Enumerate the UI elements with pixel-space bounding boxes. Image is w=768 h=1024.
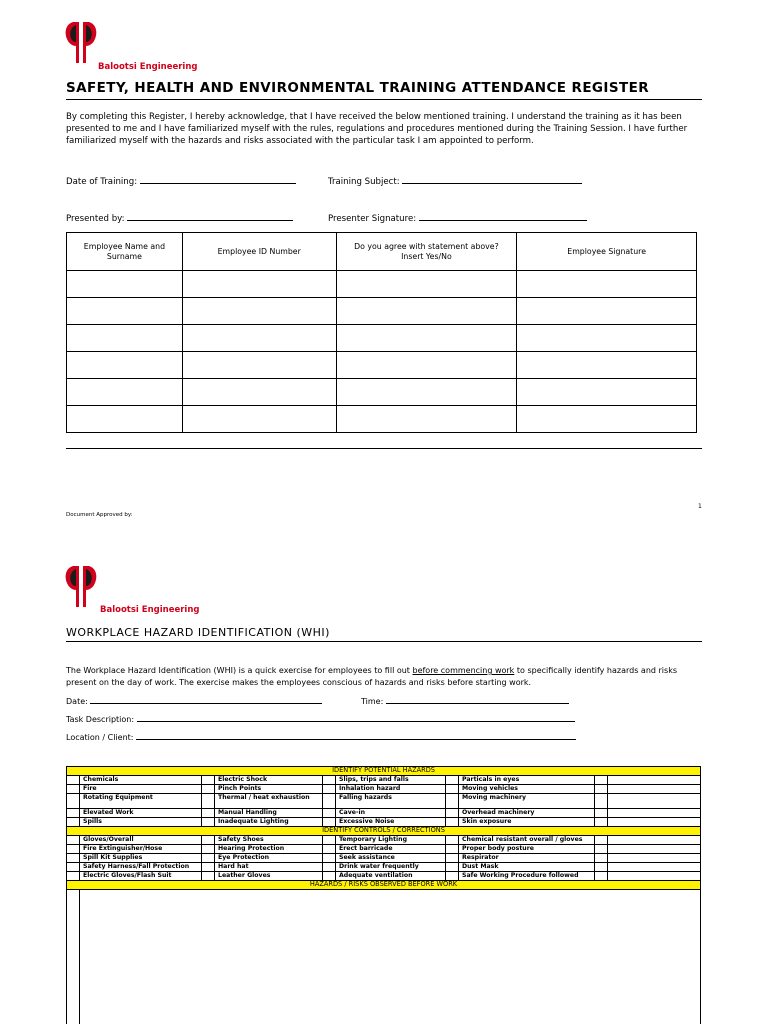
hazard-item: Moving vehicles bbox=[459, 785, 595, 794]
checkbox-cell[interactable] bbox=[446, 776, 459, 785]
checkbox-cell[interactable] bbox=[595, 776, 608, 785]
checkbox-cell[interactable] bbox=[446, 845, 459, 854]
control-item: Adequate ventilation bbox=[336, 872, 446, 881]
checkbox-cell[interactable] bbox=[67, 809, 80, 818]
checkbox-cell[interactable] bbox=[67, 854, 80, 863]
table-row bbox=[67, 406, 697, 433]
footer-divider bbox=[66, 448, 702, 449]
table-row bbox=[67, 872, 701, 881]
task-description-field[interactable] bbox=[66, 713, 575, 724]
checkbox-cell[interactable] bbox=[323, 863, 336, 872]
checkbox-cell[interactable] bbox=[323, 809, 336, 818]
checkbox-cell[interactable] bbox=[67, 776, 80, 785]
observed-header-row bbox=[67, 881, 701, 890]
checkbox-cell[interactable] bbox=[202, 809, 215, 818]
checkbox-cell[interactable] bbox=[595, 854, 608, 863]
register-intro: By completing this Register, I hereby acknowledge, that I have received the below mentioned training. I understand the training as it has been presented to me and I have familiarized myself with the rules, regulations and procedures mentioned during the Training Session. I have further familiarized myself with the hazards and risks associated with the particular task I am appointed to perform. bbox=[66, 112, 688, 147]
hazard-item: Rotating Equipment bbox=[80, 794, 202, 809]
checkbox-cell[interactable] bbox=[202, 845, 215, 854]
hazard-item: Inadequate Lighting bbox=[215, 818, 323, 827]
checkbox-cell[interactable] bbox=[595, 794, 608, 809]
table-cell[interactable] bbox=[336, 379, 517, 406]
table-cell[interactable] bbox=[517, 298, 697, 325]
hazard-item: Overhead machinery bbox=[459, 809, 595, 818]
checkbox-cell[interactable] bbox=[323, 794, 336, 809]
checkbox-cell[interactable] bbox=[202, 776, 215, 785]
control-item: Respirator bbox=[459, 854, 595, 863]
hazards-header-row bbox=[67, 767, 701, 776]
checkbox-cell[interactable] bbox=[446, 872, 459, 881]
company-logo bbox=[64, 20, 98, 64]
checkbox-cell[interactable] bbox=[323, 785, 336, 794]
table-cell[interactable] bbox=[336, 406, 517, 433]
col-employee-name: Employee Name and Surname bbox=[67, 233, 183, 271]
table-row bbox=[67, 352, 697, 379]
control-item: Hard hat bbox=[215, 863, 323, 872]
checkbox-cell[interactable] bbox=[202, 794, 215, 809]
table-row bbox=[67, 776, 701, 785]
whi-intro-emphasis: before commencing work bbox=[412, 666, 515, 675]
table-cell[interactable] bbox=[336, 298, 517, 325]
whi-table bbox=[66, 766, 701, 1024]
document-approved-label: Document Approved by: bbox=[66, 512, 133, 518]
col-employee-signature: Employee Signature bbox=[517, 233, 697, 271]
checkbox-cell[interactable] bbox=[595, 872, 608, 881]
training-subject-label: Training Subject: bbox=[328, 177, 400, 187]
checkbox-cell[interactable] bbox=[202, 785, 215, 794]
hazard-item: Electric Shock bbox=[215, 776, 323, 785]
table-row bbox=[67, 298, 697, 325]
checkbox-cell[interactable] bbox=[446, 818, 459, 827]
notes-cell[interactable] bbox=[608, 818, 701, 827]
control-item: Proper body posture bbox=[459, 845, 595, 854]
table-cell[interactable] bbox=[517, 406, 697, 433]
col-agree: Do you agree with statement above? Insert Yes/No bbox=[336, 233, 517, 271]
table-row bbox=[67, 271, 697, 298]
presented-by-field[interactable] bbox=[66, 212, 293, 224]
attendance-header-row bbox=[67, 233, 697, 271]
hazard-item: Inhalation hazard bbox=[336, 785, 446, 794]
notes-cell[interactable] bbox=[608, 836, 701, 845]
hazard-item: Thermal / heat exhaustion bbox=[215, 794, 323, 809]
control-item: Drink water frequently bbox=[336, 863, 446, 872]
table-cell[interactable] bbox=[182, 298, 336, 325]
notes-cell[interactable] bbox=[608, 776, 701, 785]
checkbox-cell[interactable] bbox=[595, 785, 608, 794]
notes-cell[interactable] bbox=[608, 785, 701, 794]
table-cell[interactable] bbox=[182, 271, 336, 298]
notes-cell[interactable] bbox=[608, 872, 701, 881]
control-item: Fire Extinguisher/Hose bbox=[80, 845, 202, 854]
checkbox-cell[interactable] bbox=[595, 836, 608, 845]
control-item: Dust Mask bbox=[459, 863, 595, 872]
checkbox-cell[interactable] bbox=[595, 818, 608, 827]
hazard-item: Spills bbox=[80, 818, 202, 827]
attendance-table bbox=[66, 232, 697, 433]
page-number: 1 bbox=[698, 503, 702, 510]
whi-date-field[interactable] bbox=[66, 695, 322, 706]
table-cell[interactable] bbox=[182, 352, 336, 379]
notes-cell[interactable] bbox=[608, 854, 701, 863]
checkbox-cell[interactable] bbox=[202, 836, 215, 845]
checkbox-cell[interactable] bbox=[67, 863, 80, 872]
control-item: Chemical resistant overall / gloves bbox=[459, 836, 595, 845]
table-cell[interactable] bbox=[336, 271, 517, 298]
control-item: Safe Working Procedure followed bbox=[459, 872, 595, 881]
checkbox-cell[interactable] bbox=[323, 872, 336, 881]
observed-row bbox=[67, 890, 701, 1024]
hazard-item: Cave-in bbox=[336, 809, 446, 818]
location-client-label: Location / Client: bbox=[66, 733, 134, 742]
observed-margin-cell bbox=[67, 890, 80, 1024]
checkbox-cell[interactable] bbox=[323, 854, 336, 863]
checkbox-cell[interactable] bbox=[446, 785, 459, 794]
table-cell[interactable] bbox=[67, 352, 183, 379]
observed-header: HAZARDS / RISKS OBSERVED BEFORE WORK bbox=[67, 881, 701, 890]
control-item: Eye Protection bbox=[215, 854, 323, 863]
control-item: Leather Gloves bbox=[215, 872, 323, 881]
table-cell[interactable] bbox=[182, 325, 336, 352]
table-cell[interactable] bbox=[336, 352, 517, 379]
checkbox-cell[interactable] bbox=[446, 836, 459, 845]
table-row bbox=[67, 809, 701, 818]
checkbox-cell[interactable] bbox=[446, 863, 459, 872]
control-item: Gloves/Overall bbox=[80, 836, 202, 845]
table-row bbox=[67, 836, 701, 845]
whi-intro-text: The Workplace Hazard Identification (WHI) is a quick exercise for employees to fill out bbox=[66, 666, 413, 675]
presenter-signature-line[interactable] bbox=[419, 212, 587, 221]
table-row bbox=[67, 863, 701, 872]
observed-notes-area[interactable] bbox=[80, 890, 701, 1024]
checkbox-cell[interactable] bbox=[202, 854, 215, 863]
company-logo bbox=[64, 564, 98, 608]
whi-intro-text-end: to specifically identify hazards and risks present on the day of work. The exercise makes the employees conscious of hazards and risks before starting work. bbox=[66, 666, 677, 687]
table-cell[interactable] bbox=[67, 406, 183, 433]
table-row bbox=[67, 845, 701, 854]
notes-cell[interactable] bbox=[608, 845, 701, 854]
hazard-item: Chemicals bbox=[80, 776, 202, 785]
col-employee-id: Employee ID Number bbox=[182, 233, 336, 271]
hazard-item: Skin exposure bbox=[459, 818, 595, 827]
hazard-item: Moving machinery bbox=[459, 794, 595, 809]
whi-intro bbox=[66, 665, 706, 688]
controls-header: IDENTIFY CONTROLS / CORRECTIONS bbox=[67, 827, 701, 836]
checkbox-cell[interactable] bbox=[67, 794, 80, 809]
hazard-item: Pinch Points bbox=[215, 785, 323, 794]
table-row bbox=[67, 325, 697, 352]
checkbox-cell[interactable] bbox=[67, 785, 80, 794]
table-cell[interactable] bbox=[336, 325, 517, 352]
page-title: SAFETY, HEALTH AND ENVIRONMENTAL TRAINING ATTENDANCE REGISTER bbox=[66, 80, 649, 96]
hazard-item: Elevated Work bbox=[80, 809, 202, 818]
checkbox-cell[interactable] bbox=[67, 872, 80, 881]
hazard-item: Particals in eyes bbox=[459, 776, 595, 785]
task-description-label: Task Description: bbox=[66, 715, 135, 724]
control-item: Safety Harness/Fall Protection bbox=[80, 863, 202, 872]
table-row bbox=[67, 818, 701, 827]
company-name: Balootsi Engineering bbox=[100, 605, 200, 615]
date-of-training-label: Date of Training: bbox=[66, 177, 138, 187]
whi-time-line[interactable] bbox=[386, 695, 569, 704]
table-cell[interactable] bbox=[67, 325, 183, 352]
checkbox-cell[interactable] bbox=[595, 809, 608, 818]
notes-cell[interactable] bbox=[608, 809, 701, 818]
company-name: Balootsi Engineering bbox=[98, 62, 198, 72]
presented-by-label: Presented by: bbox=[66, 214, 125, 224]
table-row bbox=[67, 785, 701, 794]
checkbox-cell[interactable] bbox=[202, 863, 215, 872]
control-item: Electric Gloves/Flash Suit bbox=[80, 872, 202, 881]
checkbox-cell[interactable] bbox=[202, 872, 215, 881]
checkbox-cell[interactable] bbox=[323, 836, 336, 845]
table-cell[interactable] bbox=[517, 352, 697, 379]
controls-header-row bbox=[67, 827, 701, 836]
control-item: Seek assistance bbox=[336, 854, 446, 863]
date-of-training-field[interactable] bbox=[66, 175, 296, 187]
hazard-item: Manual Handling bbox=[215, 809, 323, 818]
presenter-signature-field[interactable] bbox=[328, 212, 587, 224]
whi-date-line[interactable] bbox=[90, 695, 322, 704]
notes-cell[interactable] bbox=[608, 863, 701, 872]
table-row bbox=[67, 854, 701, 863]
hazard-item: Falling hazards bbox=[336, 794, 446, 809]
presenter-signature-label: Presenter Signature: bbox=[328, 214, 417, 224]
checkbox-cell[interactable] bbox=[202, 818, 215, 827]
checkbox-cell[interactable] bbox=[595, 863, 608, 872]
task-description-line[interactable] bbox=[137, 713, 575, 722]
control-item: Safety Shoes bbox=[215, 836, 323, 845]
location-client-line[interactable] bbox=[136, 731, 576, 740]
checkbox-cell[interactable] bbox=[323, 776, 336, 785]
table-cell[interactable] bbox=[67, 298, 183, 325]
location-client-field[interactable] bbox=[66, 731, 576, 742]
table-cell[interactable] bbox=[517, 271, 697, 298]
checkbox-cell[interactable] bbox=[67, 818, 80, 827]
whi-time-label: Time: bbox=[361, 697, 384, 706]
whi-title: WORKPLACE HAZARD IDENTIFICATION (WHI) bbox=[66, 626, 330, 639]
training-subject-field[interactable] bbox=[328, 175, 582, 187]
date-of-training-line[interactable] bbox=[140, 175, 296, 184]
checkbox-cell[interactable] bbox=[323, 845, 336, 854]
checkbox-cell[interactable] bbox=[67, 836, 80, 845]
table-row bbox=[67, 379, 697, 406]
whi-time-field[interactable] bbox=[361, 695, 569, 706]
table-cell[interactable] bbox=[67, 379, 183, 406]
table-cell[interactable] bbox=[67, 271, 183, 298]
notes-cell[interactable] bbox=[608, 794, 701, 809]
whi-title-divider bbox=[66, 641, 702, 642]
checkbox-cell[interactable] bbox=[446, 854, 459, 863]
checkbox-cell[interactable] bbox=[446, 794, 459, 809]
control-item: Hearing Protection bbox=[215, 845, 323, 854]
hazard-item: Slips, trips and falls bbox=[336, 776, 446, 785]
checkbox-cell[interactable] bbox=[446, 809, 459, 818]
checkbox-cell[interactable] bbox=[595, 845, 608, 854]
checkbox-cell[interactable] bbox=[323, 818, 336, 827]
table-cell[interactable] bbox=[182, 379, 336, 406]
control-item: Temporary Lighting bbox=[336, 836, 446, 845]
whi-date-label: Date: bbox=[66, 697, 88, 706]
control-item: Erect barricade bbox=[336, 845, 446, 854]
table-cell[interactable] bbox=[517, 325, 697, 352]
presented-by-line[interactable] bbox=[127, 212, 293, 221]
table-cell[interactable] bbox=[517, 379, 697, 406]
hazard-item: Excessive Noise bbox=[336, 818, 446, 827]
training-subject-line[interactable] bbox=[402, 175, 582, 184]
hazards-header: IDENTIFY POTENTIAL HAZARDS bbox=[67, 767, 701, 776]
control-item: Spill Kit Supplies bbox=[80, 854, 202, 863]
table-row bbox=[67, 794, 701, 809]
hazard-item: Fire bbox=[80, 785, 202, 794]
table-cell[interactable] bbox=[182, 406, 336, 433]
title-divider bbox=[66, 99, 702, 100]
checkbox-cell[interactable] bbox=[67, 845, 80, 854]
